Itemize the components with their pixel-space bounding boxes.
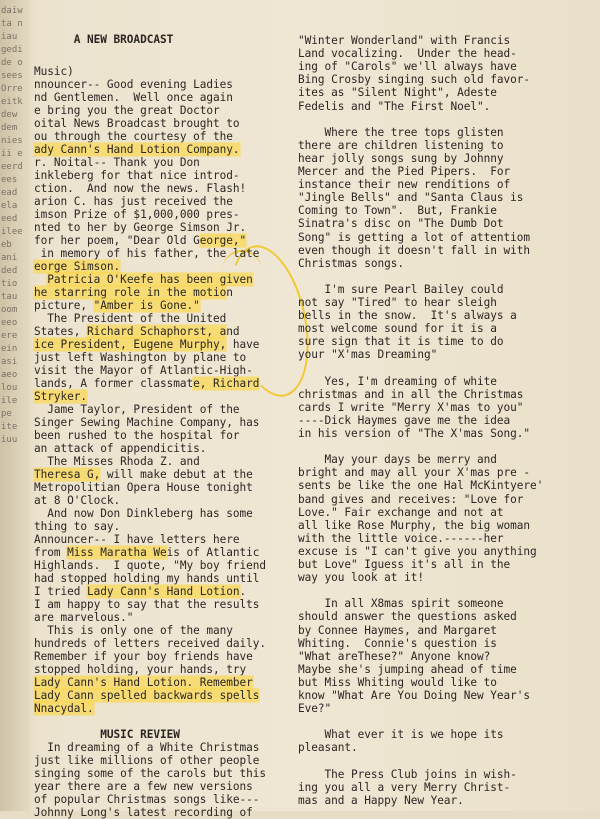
text-line: Bing Crosby singing such old favor-: [298, 73, 531, 86]
text-line: Where the tree tops glisten: [298, 126, 504, 139]
text-line: lands, A former classmate, Richard: [34, 377, 260, 390]
margin-fragment: ein: [1, 344, 18, 354]
text-line: In all X8mas spirit someone: [298, 597, 504, 610]
text-line: just like millions of other people: [34, 754, 260, 767]
margin-fragment: eb: [1, 240, 12, 250]
text-line: in memory of his father, the late: [34, 247, 260, 260]
text-line: sents be like the one Hal McKintyere': [298, 479, 544, 492]
text-line: are marvelous.": [34, 611, 134, 624]
text-line: Mercer and the Pied Pipers. For: [298, 165, 511, 178]
heading-line: A NEW BROADCAST: [34, 33, 174, 46]
text-line: Metropolitian Opera House tonight: [34, 481, 253, 494]
margin-fragment: oom: [1, 305, 18, 315]
text-line: oital News Broadcast brought to: [34, 117, 240, 130]
margin-fragment: ite: [1, 422, 18, 432]
text-line: pleasant.: [298, 741, 358, 754]
margin-fragment: ile: [1, 396, 18, 406]
text-line: r. Noital-- Thank you Don: [34, 156, 200, 169]
margin-fragment: nies: [1, 136, 23, 146]
text-line: thing to say.: [34, 520, 121, 533]
text-line: hundreds of letters received daily.: [34, 637, 267, 650]
text-line: May your days be merry and: [298, 453, 497, 466]
text-line: Announcer-- I have letters here: [34, 533, 240, 546]
text-line: of popular Christmas songs like---: [34, 793, 260, 806]
text-line: The Press Club joins in wish-: [298, 768, 517, 781]
margin-fragment: dem: [1, 123, 18, 133]
text-line: bright and may all your X'mas pre -: [298, 466, 531, 479]
text-line: had stopped holding my hands until: [34, 572, 260, 585]
margin-fragment: ead: [1, 188, 18, 198]
margin-fragment: eitk: [1, 97, 23, 107]
text-line: What ever it is we hope its: [298, 728, 504, 741]
text-line: ing you all a very Merry Christ-: [298, 781, 511, 794]
margin-fragment: ded: [1, 266, 18, 276]
text-line: stopped holding, your hands, try: [34, 663, 247, 676]
text-line: ing of "Carols" we'll always have: [298, 60, 517, 73]
text-line: with the little voice.------her: [298, 532, 504, 545]
text-line: nd Gentlemen. Well once again: [34, 91, 233, 104]
margin-fragment: dew: [1, 110, 18, 120]
text-line: Christmas songs.: [298, 257, 405, 270]
text-line: ----Dick Haymes gave me the idea: [298, 414, 511, 427]
text-line: And now Don Dinkleberg has some: [34, 507, 253, 520]
text-line: Fedelis and "The First Noel".: [298, 100, 491, 113]
text-line: This is only one of the many: [34, 624, 233, 637]
text-line: bells in the snow. It's always a: [298, 309, 517, 322]
text-line: all like Rose Murphy, the big woman: [298, 519, 531, 532]
text-line: ice President, Eugene Murphy, have: [34, 338, 260, 351]
text-line: Yes, I'm dreaming of white: [298, 375, 497, 388]
text-line: "What areThese?" Anyone know?: [298, 650, 491, 663]
text-line: singing some of the carols but this: [34, 767, 267, 780]
margin-fragment: ani: [1, 253, 18, 263]
text-line: Lady Cann spelled backwards spells: [34, 689, 260, 702]
margin-fragment: daiw: [1, 6, 23, 16]
text-line: there are children listening to: [298, 139, 504, 152]
text-line: arion C. has just received the: [34, 195, 233, 208]
text-line: nted to her by George Simson Jr.: [34, 221, 247, 234]
text-line: I tried Lady Cann's Hand Lotion.: [34, 585, 247, 598]
margin-fragment: ees: [1, 175, 18, 185]
text-line: The Misses Rhoda Z. and: [34, 455, 200, 468]
text-line: picture, "Amber is Gone.": [34, 299, 200, 312]
text-line: nnouncer-- Good evening Ladies: [34, 78, 233, 91]
margin-fragment: tio: [1, 279, 18, 289]
margin-fragment: ta n: [1, 19, 23, 29]
margin-fragment: lou: [1, 383, 18, 393]
margin-fragment: eeo: [1, 318, 18, 328]
text-line: Eve?": [298, 702, 332, 715]
text-line: but Love" Iguess it's all in the: [298, 558, 511, 571]
text-line: from Miss Maratha Weis of Atlantic: [34, 546, 260, 559]
text-line: Love." Fair exchange and not at: [298, 506, 504, 519]
margin-fragment: de o: [1, 58, 23, 68]
text-line: your "X'mas Dreaming": [298, 348, 438, 361]
margin-fragment: gedi: [1, 45, 23, 55]
text-line: sure sign that it is time to do: [298, 335, 504, 348]
margin-fragment: aeo: [1, 370, 18, 380]
margin-fragment: pe: [1, 409, 12, 419]
text-line: should answer the questions asked: [298, 610, 517, 623]
text-line: christmas and in all the Christmas: [298, 388, 524, 401]
text-line: States, Richard Schaphorst, and: [34, 325, 240, 338]
text-line: band gives and receives: "Love for: [298, 493, 524, 506]
margin-fragment: sees: [1, 71, 23, 81]
text-line: at 8 O'Clock.: [34, 494, 121, 507]
text-line: "Jingle Bells" and "Santa Claus is: [298, 191, 524, 204]
text-line: Nnacydal.: [34, 702, 94, 715]
text-line: by Connee Haymes, and Margaret: [298, 624, 497, 637]
text-line: been rushed to the hospital for: [34, 429, 240, 442]
margin-fragment: ere: [1, 331, 18, 341]
text-line: In dreaming of a White Christmas: [34, 741, 260, 754]
text-line: ction. And now the news. Flash!: [34, 182, 247, 195]
text-line: Jame Taylor, President of the: [34, 403, 240, 416]
text-line: Sinatra's disc on "The Dumb Dot: [298, 217, 504, 230]
text-line: visit the Mayor of Atlantic-High-: [34, 364, 253, 377]
text-line: for her poem, "Dear Old George,": [34, 234, 247, 247]
text-line: "Winter Wonderland" with Francis: [298, 34, 511, 47]
text-line: not say "Tired" to hear sleigh: [298, 296, 497, 309]
text-line: Land vocalizing. Under the head-: [298, 47, 517, 60]
text-line: Music): [34, 65, 74, 78]
text-line: Stryker.: [34, 390, 88, 403]
text-line: hear jolly songs sung by Johnny: [298, 152, 504, 165]
text-line: but Miss Whiting would like to: [298, 676, 497, 689]
text-line: even though it doesn't fall in with: [298, 244, 531, 257]
text-line: Lady Cann's Hand Lotion. Remember: [34, 676, 253, 689]
text-line: just left Washington by plane to: [34, 351, 247, 364]
text-line: know "What Are You Doing New Year's: [298, 689, 531, 702]
text-line: he starring role in the motion: [34, 286, 233, 299]
margin-fragment: ela: [1, 201, 18, 211]
text-line: I am happy to say that the results: [34, 598, 260, 611]
text-line: ites as "Silent Night", Adeste: [298, 86, 497, 99]
margin-fragment: iuu: [1, 435, 18, 445]
margin-fragment: asi: [1, 357, 18, 367]
text-line: way you look at it!: [298, 571, 424, 584]
text-line: in his version of "The X'mas Song.": [298, 427, 531, 440]
margin-fragment: tau: [1, 292, 18, 302]
margin-fragment: eed: [1, 214, 18, 224]
text-line: an attack of appendicitis.: [34, 442, 207, 455]
margin-fragment: eerd: [1, 162, 23, 172]
margin-fragment: Orre: [1, 84, 23, 94]
text-line: e bring you the great Doctor: [34, 104, 220, 117]
text-line: Coming to Town". But, Frankie: [298, 204, 497, 217]
left-margin-bleed-through: [0, 0, 30, 811]
text-line: I'm sure Pearl Bailey could: [298, 283, 504, 296]
margin-fragment: ilee: [1, 227, 23, 237]
text-line: inkleberg for that nice introd-: [34, 169, 240, 182]
text-line: Johnny Long's latest recording of: [34, 806, 253, 819]
text-line: Singer Sewing Machine Company, has: [34, 416, 260, 429]
text-line: ady Cann's Hand Lotion Company.: [34, 143, 240, 156]
text-line: Whiting. Connie's question is: [298, 637, 497, 650]
text-line: year there are a few new versions: [34, 780, 253, 793]
text-line: The President of the United: [34, 312, 227, 325]
margin-fragment: ii e: [1, 149, 23, 159]
text-line: Theresa G, will make debut at the: [34, 468, 253, 481]
text-line: cards I write "Merry X'mas to you": [298, 401, 524, 414]
text-line: imson Prize of $1,000,000 pres-: [34, 208, 240, 221]
text-line: Song" is getting a lot of attentiom: [298, 231, 531, 244]
text-line: Maybe she's jumping ahead of time: [298, 663, 517, 676]
text-line: eorge Simson.: [34, 260, 121, 273]
text-line: excuse is "I can't give you anything: [298, 545, 537, 558]
text-line: Highlands. I quote, "My boy friend: [34, 559, 267, 572]
text-line: most welcome sound for it is a: [298, 322, 497, 335]
text-line: mas and a Happy New Year.: [298, 794, 464, 807]
text-line: instance their new renditions of: [298, 178, 511, 191]
text-line: Patricia O'Keefe has been given: [47, 273, 253, 286]
text-line: ou through the courtesy of the: [34, 130, 233, 143]
margin-fragment: iau: [1, 32, 18, 42]
heading-line: MUSIC REVIEW: [34, 728, 180, 741]
text-line: Remember if your boy friends have: [34, 650, 253, 663]
